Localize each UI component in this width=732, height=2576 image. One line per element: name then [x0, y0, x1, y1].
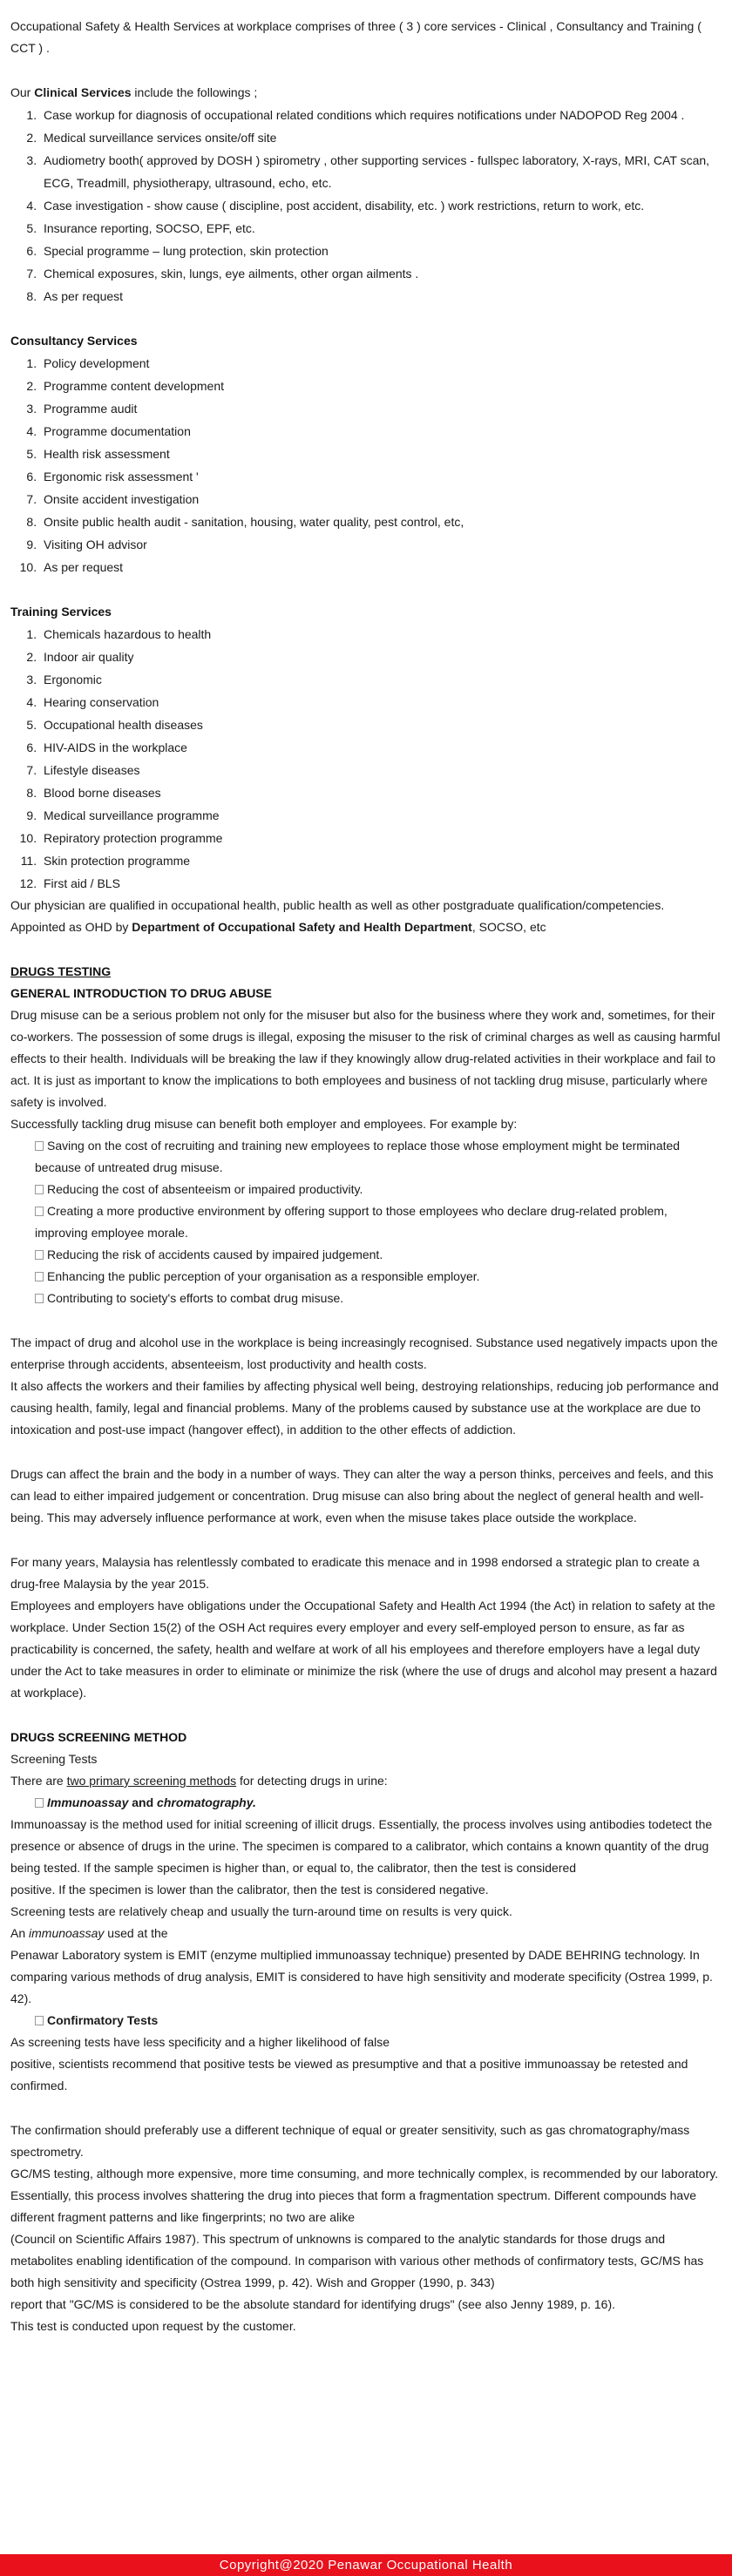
- list-item-text: Saving on the cost of recruiting and training new employees to replace those whose employment might be terminated because of untreated drug misuse.: [35, 1139, 681, 1174]
- confirmatory-title: [10, 2010, 722, 2032]
- method-and: and: [128, 1795, 158, 1809]
- list-item: 2. Medical surveillance services onsite/off site: [40, 126, 722, 149]
- clinical-lead-pre: Our: [10, 85, 35, 99]
- consultancy-heading: Consultancy Services: [10, 334, 138, 348]
- bullet-box-icon: [35, 1141, 44, 1151]
- impact-text: The impact of drug and alcohol use in the workplace is being increasingly recognised. Substance used negatively impacts upon the enterprise through accidents, absenteeism, lost productivity and health costs.: [10, 1335, 718, 1371]
- bullet-box-icon: [35, 1294, 44, 1303]
- an-pre: An: [10, 1926, 30, 1940]
- drug-intro-text: Drug misuse can be a serious problem not only for the misuser but also for the business where they work and, sometimes, for their co-workers. The possession of some drugs is illegal, exposing the misuser to the risk of criminal charges as well as causing harmful effects to their health. Individuals will be breaking the law if they knowingly allow drug-related activities in their workplace and fail to act. It is just as important to know the implications to both employees and business of not tackling drug misuse, particularly where safety is involved.: [10, 1008, 721, 1109]
- intro-text: Occupational Safety & Health Services at workplace comprises of three ( 3 ) core services - Clinical , Consultancy and Training ( CCT ) .: [10, 19, 702, 55]
- list-item: 6. Ergonomic risk assessment ': [40, 465, 722, 488]
- benefits-list: [10, 1135, 722, 1309]
- list-item: 8. As per request: [40, 285, 722, 308]
- list-item: 4. Programme documentation: [40, 420, 722, 443]
- list-item: [35, 1135, 722, 1179]
- clinical-lead-bold: Clinical Services: [34, 85, 132, 99]
- positive-two-text: positive, scientists recommend that positive tests be viewed as presumptive and that a positive immunoassay be retested and confirmed.: [10, 2057, 688, 2093]
- immunoassay-text: Immunoassay is the method used for initial screening of illicit drugs. Essentially, the process involves using antibodies todetect the presence or absence of drugs in the urine. The specimen is compared to a calibrator, which contains a known quantity of the drug being tested. If the sample specimen is higher than, or equal to, the calibrator, then the test is considered: [10, 1817, 713, 1875]
- list-item: 1. Case workup for diagnosis of occupational related conditions which requires notifications under NADOPOD Reg 2004 .: [40, 104, 722, 126]
- bullet-box-icon: [35, 1272, 44, 1281]
- penawar-text: Penawar Laboratory system is EMIT (enzyme multiplied immunoassay technique) presented by DADE BEHRING technology. In comparing various methods of drug analysis, EMIT is considered to have high sensitivity and moderate specificity (Ostrea 1999, p. 42).: [10, 1948, 713, 2005]
- request-text: This test is conducted upon request by the customer.: [10, 2319, 296, 2333]
- list-item: 3. Ergonomic: [40, 668, 722, 691]
- list-item: 2. Programme content development: [40, 375, 722, 397]
- list-item-text: Reducing the cost of absenteeism or impaired productivity.: [47, 1182, 363, 1196]
- list-item: 12. First aid / BLS: [40, 872, 722, 895]
- methods-pre: There are: [10, 1774, 67, 1788]
- an-italic: immunoassay: [29, 1926, 105, 1940]
- list-item: 1. Policy development: [40, 352, 722, 375]
- list-item: 9. Visiting OH advisor: [40, 533, 722, 556]
- list-item: 7. Chemical exposures, skin, lungs, eye ailments, other organ ailments .: [40, 262, 722, 285]
- list-item: 5. Health risk assessment: [40, 443, 722, 465]
- drug-abuse-subheading: GENERAL INTRODUCTION TO DRUG ABUSE: [10, 986, 272, 1000]
- bullet-box-icon: [35, 2016, 44, 2025]
- immunoassay-term: Immunoassay: [47, 1795, 129, 1809]
- list-item: 3. Programme audit: [40, 397, 722, 420]
- brain-text: Drugs can affect the brain and the body in a number of ways. They can alter the way a person thinks, perceives and feels, and this can lead to either impaired judgement or concentration. Drug misuse can also bring about the neglect of general health and well-being. This may adversely influence performance at work, even when the misuse takes place outside the workplace.: [10, 1467, 714, 1525]
- bullet-box-icon: [35, 1185, 44, 1194]
- list-item: [35, 1288, 722, 1309]
- affects-text: It also affects the workers and their families by affecting physical well being, destroying relationships, reducing job performance and causing health, family, legal and financial problems. Many of the problems caused by substance use at the workplace are due to intoxication and post-use impact (hangover effect), in addition to the other effects of addiction.: [10, 1379, 719, 1437]
- employers-text: Employees and employers have obligations under the Occupational Safety and Health Act 1994 (the Act) in relation to safety at the workplace. Under Section 15(2) of the OSH Act requires every employer and every self-employed person to ensure, as far as practicability is concerned, the safety, health and welfare at work of all his employees and therefore employers have a legal duty under the Act to take measures in order to eliminate or minimize the risk (where the use of drugs and alcohol may present a hazard at workplace).: [10, 1599, 717, 1700]
- methods-text: [10, 1770, 722, 1792]
- cheap-text: Screening tests are relatively cheap and usually the turn-around time on results is very quick.: [10, 1904, 512, 1918]
- list-item-text: Reducing the risk of accidents caused by impaired judgement.: [47, 1247, 383, 1261]
- list-item: 9. Medical surveillance programme: [40, 804, 722, 827]
- physician-text-main: Our physician are qualified in occupational health, public health as well as other postgraduate qualification/competencies. Appointed as OHD by: [10, 898, 665, 934]
- list-item: 6. HIV-AIDS in the workplace: [40, 736, 722, 759]
- list-item: 4. Case investigation - show cause ( discipline, post accident, disability, etc. ) work restrictions, return to work, etc.: [40, 194, 722, 217]
- positive-text: positive. If the specimen is lower than the calibrator, then the test is considered negative.: [10, 1883, 489, 1897]
- list-item: 11. Skin protection programme: [40, 849, 722, 872]
- physician-text-tail: , SOCSO, etc: [471, 920, 546, 934]
- list-item: 1. Chemicals hazardous to health: [40, 623, 722, 646]
- copyright-footer: Copyright@2020 Penawar Occupational Health: [0, 2554, 732, 2576]
- training-heading: Training Services: [10, 605, 112, 619]
- list-item: 7. Lifestyle diseases: [40, 759, 722, 781]
- benefits-lead: Successfully tackling drug misuse can benefit both employer and employees. For example by:: [10, 1117, 518, 1131]
- list-item: 10. Repiratory protection programme: [40, 827, 722, 849]
- confirmatory-title-text: Confirmatory Tests: [47, 2013, 159, 2027]
- list-item: [35, 1179, 722, 1200]
- list-item: 7. Onsite accident investigation: [40, 488, 722, 510]
- list-item: 2. Indoor air quality: [40, 646, 722, 668]
- list-item-text: Creating a more productive environment by offering support to those employees who declare drug-related problem, improving employee morale.: [35, 1204, 668, 1240]
- list-item: 4. Hearing conservation: [40, 691, 722, 713]
- list-item-text: Enhancing the public perception of your organisation as a responsible employer.: [47, 1269, 480, 1283]
- list-item: 10. As per request: [40, 556, 722, 578]
- physician-text-bold: Department of Occupational Safety and Health Department: [132, 920, 472, 934]
- list-item: 6. Special programme – lung protection, skin protection: [40, 240, 722, 262]
- report-text: report that "GC/MS is considered to be the absolute standard for identifying drugs" (see also Jenny 1989, p. 16).: [10, 2297, 615, 2311]
- bullet-box-icon: [35, 1250, 44, 1260]
- immunoassay-used-text: [10, 1923, 722, 1944]
- drugs-testing-heading: DRUGS TESTING: [10, 964, 112, 978]
- methods-post: for detecting drugs in urine:: [236, 1774, 388, 1788]
- screening-subheading: Screening Tests: [10, 1752, 98, 1766]
- training-services-list: [10, 623, 722, 895]
- malaysia-text: For many years, Malaysia has relentlessly combated to eradicate this menace and in 1998 endorsed a strategic plan to create a drug-free Malaysia by the year 2015.: [10, 1555, 700, 1591]
- chromatography-term: chromatography.: [157, 1795, 256, 1809]
- as-screening-text: As screening tests have less specificity and a higher likelihood of false: [10, 2035, 390, 2049]
- an-post: used at the: [104, 1926, 168, 1940]
- list-item: 8. Blood borne diseases: [40, 781, 722, 804]
- method-one-title: [10, 1792, 722, 1814]
- physician-text: [10, 895, 722, 938]
- list-item: 3. Audiometry booth( approved by DOSH ) spirometry , other supporting services - fullspec laboratory, X-rays, MRI, CAT scan, ECG, Treadmill, physiotherapy, ultrasound, echo, etc.: [40, 149, 722, 194]
- list-item: [35, 1266, 722, 1288]
- list-item: 5. Occupational health diseases: [40, 713, 722, 736]
- list-item: [35, 1244, 722, 1266]
- list-item: [35, 1200, 722, 1244]
- bullet-box-icon: [35, 1798, 44, 1808]
- list-item: 5. Insurance reporting, SOCSO, EPF, etc.: [40, 217, 722, 240]
- list-item: 8. Onsite public health audit - sanitation, housing, water quality, pest control, etc,: [40, 510, 722, 533]
- screening-methods-link[interactable]: two primary screening methods: [66, 1774, 237, 1788]
- list-item-text: Contributing to society's efforts to combat drug misuse.: [47, 1291, 344, 1305]
- screening-heading: DRUGS SCREENING METHOD: [10, 1730, 187, 1744]
- gcms-text: GC/MS testing, although more expensive, more time consuming, and more technically complex, is recommended by our laboratory. Essentially, this process involves shattering the drug into pieces that form a fragmentation spectrum. Different compounds have different fragment patterns and like fingerprints; no two are alike: [10, 2167, 719, 2224]
- clinical-lead-post: include the followings ;: [131, 85, 258, 99]
- bullet-box-icon: [35, 1207, 44, 1216]
- consultancy-services-list: [10, 352, 722, 578]
- council-text: (Council on Scientific Affairs 1987). This spectrum of unknowns is compared to the analytic standards for those drugs and metabolites enabling identification of the compound. In comparison with various other methods of confirmatory tests, GC/MS has both high sensitivity and specificity (Ostrea 1999, p. 42). Wish and Gropper (1990, p. 343): [10, 2232, 704, 2289]
- confirmation-text: The confirmation should preferably use a different technique of equal or greater sensitivity, such as gas chromatography/mass spectrometry.: [10, 2123, 690, 2159]
- clinical-services-list: [10, 104, 722, 308]
- clinical-lead: [10, 82, 722, 104]
